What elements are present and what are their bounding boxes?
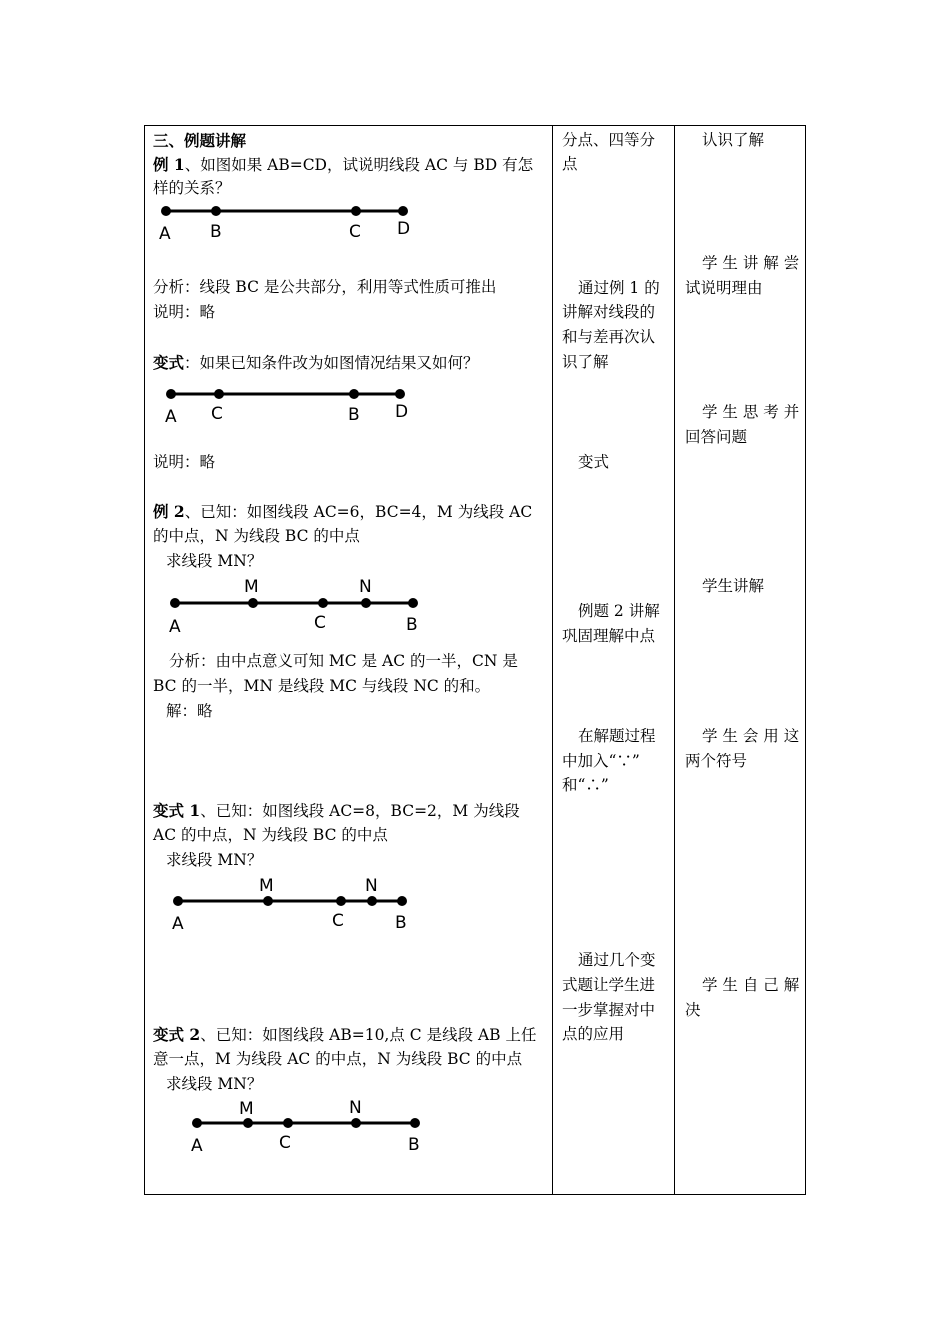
point-d-dot [398,206,408,216]
intent-note-5-line2: 中加入“∵” [562,752,640,770]
point-n-dot [367,896,377,906]
point-b-label: B [406,615,418,635]
point-b-dot [410,1118,420,1128]
example1-line2: 样的关系？ [153,179,231,197]
activity-note-1: 认识了解 [702,131,765,149]
example1-label: 例 1 [153,155,185,174]
variant0-line [153,350,479,376]
point-n-label: N [359,577,372,597]
point-a-label: A [169,617,181,636]
example2-label: 例 2 [153,502,185,521]
point-a-dot [192,1118,202,1128]
point-c-dot [214,389,224,399]
variant0-sep: ： [184,354,200,372]
variant1-question: 求线段 MN？ [166,851,263,869]
point-a-label: A [191,1136,203,1156]
activity-note-2-line1: 学 生 讲 解 尝 [702,254,800,272]
intent-note-5-line3: 和“∴” [562,776,609,794]
example1-line1 [153,152,533,178]
variant0-explain: 说明：略 [153,453,216,471]
variant2-label: 变式 2 [153,1025,201,1044]
point-a-label: A [159,224,171,244]
point-c-label: C [279,1133,291,1153]
point-c-label: C [211,404,223,424]
variant2-figure [182,1095,432,1157]
activity-note-2-line2: 试说明理由 [685,279,763,297]
point-m-dot [243,1118,253,1128]
point-b-label: B [395,913,407,933]
point-m-dot [248,598,258,608]
variant0-figure [155,382,425,426]
variant2-sep: 、 [200,1026,216,1044]
point-n-dot [351,1118,361,1128]
point-b-label: B [408,1135,420,1155]
point-d-label: D [397,219,411,239]
example1-analysis: 分析：线段 BC 是公共部分，利用等式性质可推出 [153,278,497,296]
variant2-text: 已知：如图线段 AB=10,点 C 是线段 AB 上任 [215,1026,537,1044]
variant1-line2: AC 的中点，N 为线段 BC 的中点 [153,826,388,844]
intent-note-6-line3: 一步掌握对中 [562,1001,656,1019]
variant1-text: 已知：如图线段 AC=8，BC=2，M 为线段 [215,802,520,820]
point-c-label: C [332,911,344,931]
point-m-label: M [259,876,274,896]
point-b-dot [349,389,359,399]
variant2-line2: 意一点，M 为线段 AC 的中点，N 为线段 BC 的中点 [153,1050,523,1068]
point-b-dot [397,896,407,906]
example2-figure [160,574,430,636]
intent-note-6-line4: 点的应用 [562,1025,625,1043]
intent-note-2-line2: 讲解对线段的 [562,303,656,321]
example2-question: 求线段 MN？ [166,552,263,570]
example1-figure [150,198,420,246]
activity-note-6-line1: 学 生 自 己 解 [702,976,800,994]
intent-note-2-line1: 通过例 1 的 [578,279,660,297]
point-b-dot [211,206,221,216]
point-c-label: C [314,613,326,633]
point-b-label: B [348,405,360,425]
example1-explain: 说明：略 [153,303,216,321]
section-title: 三、例题讲解 [153,131,247,150]
point-c-dot [336,896,346,906]
activity-note-3-line2: 回答问题 [685,428,748,446]
intent-note-2-line3: 和与差再次认 [562,328,656,346]
example2-analysis-1: 分析：由中点意义可知 MC 是 AC 的一半，CN 是 [169,652,518,670]
activity-note-4: 学生讲解 [702,577,765,595]
point-a-dot [170,598,180,608]
point-m-label: M [239,1099,254,1119]
point-a-label: A [165,407,177,426]
point-b-label: B [210,222,222,242]
intent-note-1-line2: 点 [562,155,578,173]
point-m-label: M [244,577,259,597]
point-n-dot [361,598,371,608]
example2-solution: 解：略 [166,702,213,720]
point-n-label: N [349,1098,362,1118]
point-a-dot [173,896,183,906]
intent-note-3: 变式 [578,453,610,471]
point-d-label: D [395,402,409,422]
example2-sep: 、 [184,503,201,521]
activity-note-6-line2: 决 [685,1001,701,1019]
column-divider-1 [552,126,553,1194]
intent-note-4-line2: 巩固理解中点 [562,627,656,645]
variant1-sep: 、 [200,802,216,820]
variant2-line1 [153,1022,537,1048]
point-b-dot [408,598,418,608]
activity-note-3-line1: 学 生 思 考 并 [702,403,800,421]
variant0-label: 变式 [153,353,185,372]
variant1-figure [163,872,423,934]
point-d-dot [395,389,405,399]
point-a-label: A [172,914,184,934]
example2-line1 [153,499,532,525]
point-c-dot [351,206,361,216]
intent-note-1-line1: 分点、四等分 [562,131,656,149]
intent-note-6-line1: 通过几个变 [578,951,656,969]
column-divider-2 [674,126,675,1194]
point-c-dot [318,598,328,608]
variant2-question: 求线段 MN？ [166,1075,263,1093]
example1-text: 如图如果 AB=CD，试说明线段 AC 与 BD 有怎 [200,156,534,174]
variant0-text: 如果已知条件改为如图情况结果又如何？ [199,354,479,372]
point-a-dot [161,206,171,216]
activity-note-5-line2: 两个符号 [685,752,748,770]
intent-note-2-line4: 识了解 [562,353,609,371]
point-n-label: N [365,876,378,896]
example2-line2: 的中点，N 为线段 BC 的中点 [153,527,360,545]
example2-text: 已知：如图线段 AC=6，BC=4，M 为线段 AC [200,503,533,521]
variant1-line1 [153,798,520,824]
variant1-label: 变式 1 [153,801,201,820]
example2-analysis-2: BC 的一半，MN 是线段 MC 与线段 NC 的和。 [153,677,491,695]
point-m-dot [263,896,273,906]
example1-sep: 、 [184,156,201,174]
point-a-dot [166,389,176,399]
intent-note-6-line2: 式题让学生进 [562,976,656,994]
activity-note-5-line1: 学 生 会 用 这 [702,727,800,745]
point-c-dot [283,1118,293,1128]
point-c-label: C [349,222,361,242]
intent-note-5-line1: 在解题过程 [578,727,656,745]
intent-note-4-line1: 例题 2 讲解 [578,602,660,620]
